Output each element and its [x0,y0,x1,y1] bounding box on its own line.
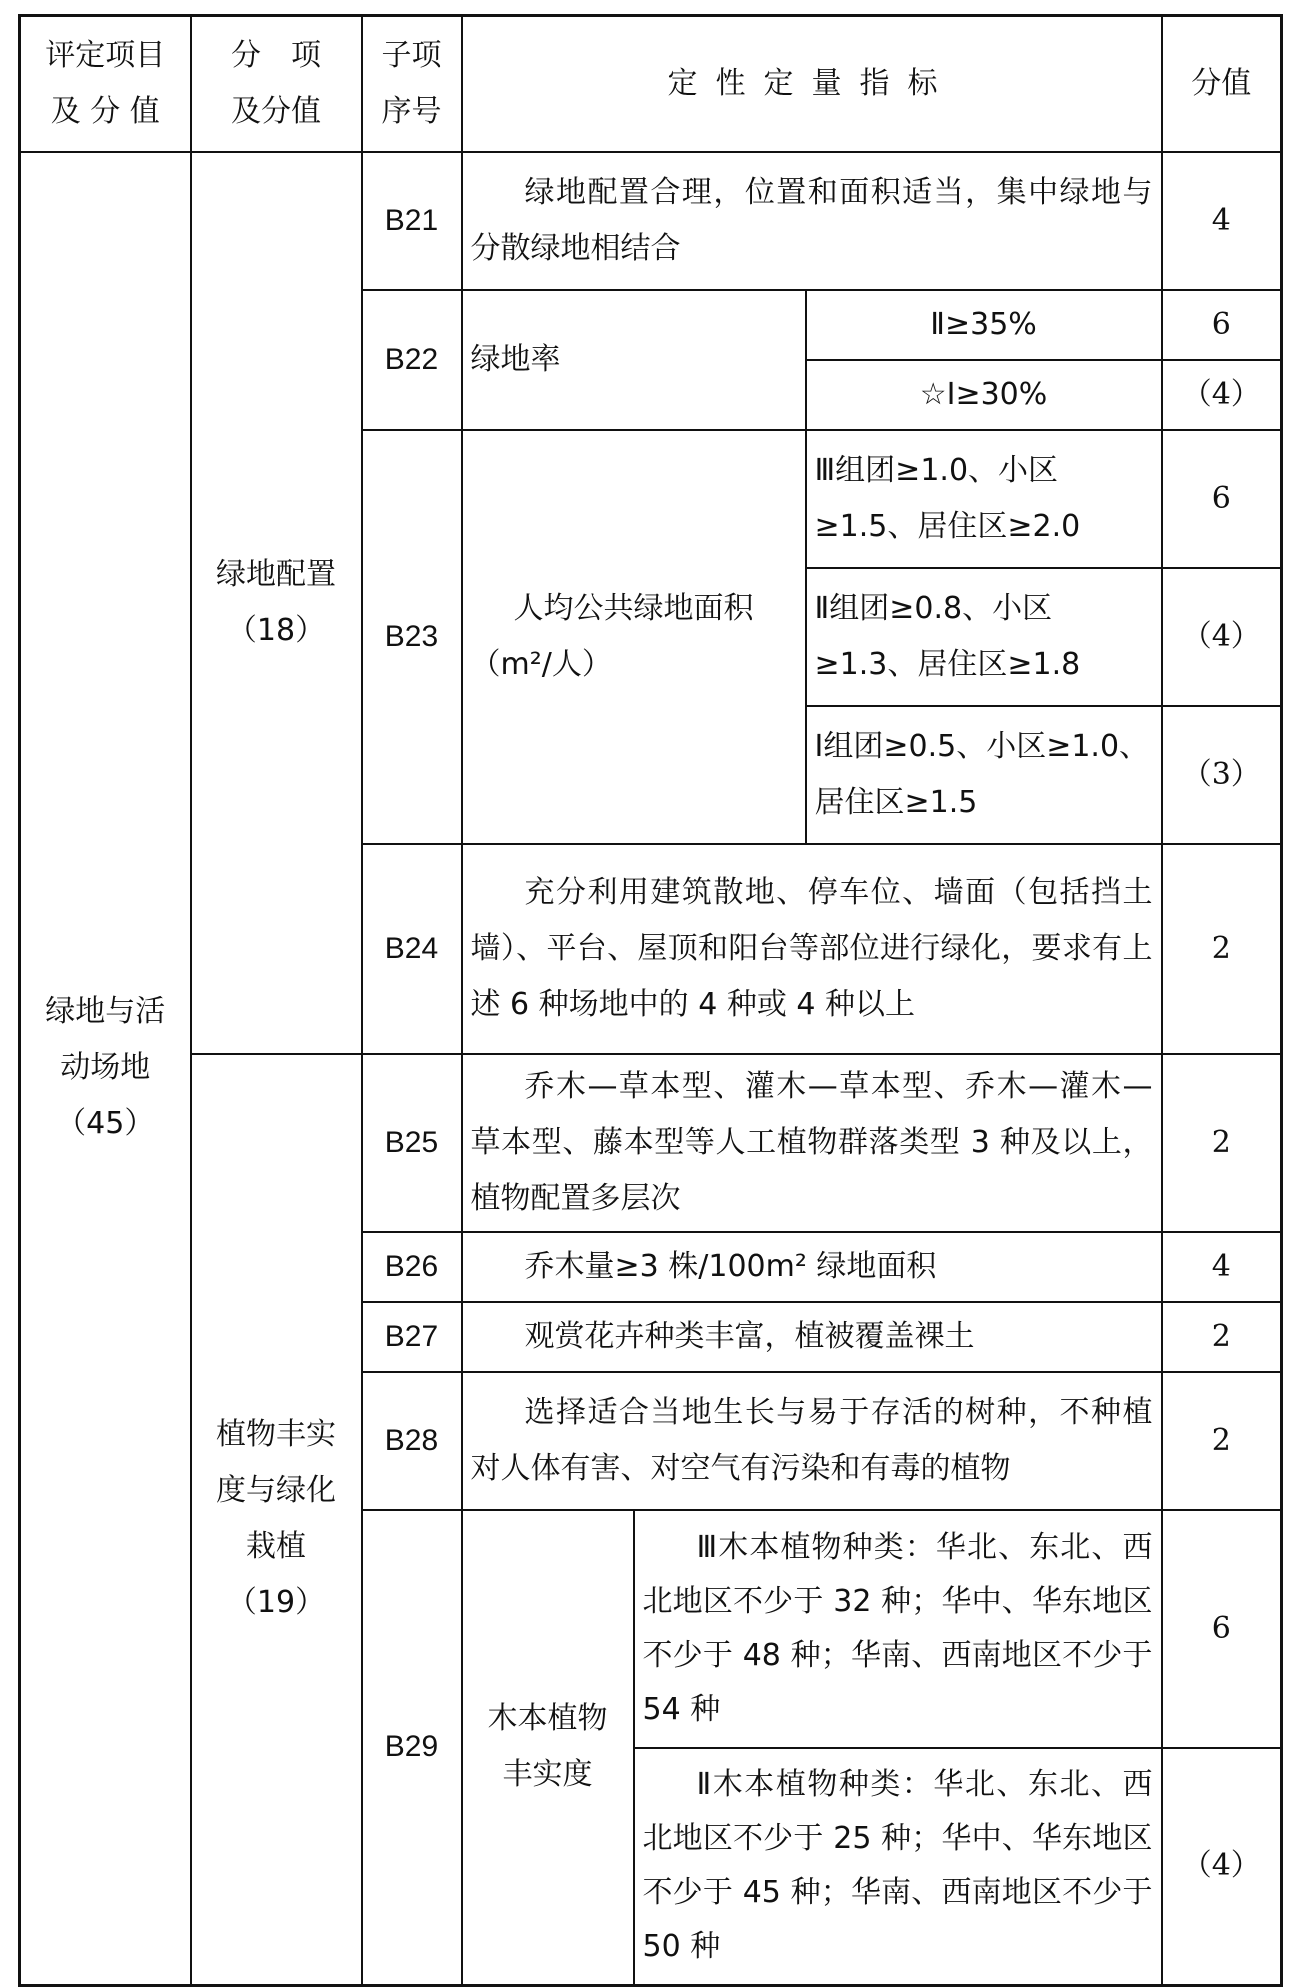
item-number: B22 [362,290,462,430]
header-subitem: 分 项 及分值 [191,16,362,152]
item-score: （3） [1162,706,1282,844]
level-text: Ⅱ组团≥0.8、小区≥1.3、居住区≥1.8 [806,568,1162,706]
item-score: （4） [1162,360,1282,430]
subitem-green-layout: 绿地配置 （18） [191,152,362,1054]
table-row [20,1054,1282,1232]
level-text: Ⅲ组团≥1.0、小区≥1.5、居住区≥2.0 [806,430,1162,568]
criteria-label: 木本植物 丰实度 [462,1510,634,1986]
item-number: B28 [362,1372,462,1510]
item-score: 2 [1162,1372,1282,1510]
criteria-text: 观赏花卉种类丰富，植被覆盖裸土 [462,1302,1162,1372]
evaluation-table [18,14,1283,1987]
item-score: 4 [1162,152,1282,290]
item-number: B29 [362,1510,462,1986]
item-number: B26 [362,1232,462,1302]
header-item-number: 子项 序号 [362,16,462,152]
criteria-text: 绿地配置合理，位置和面积适当，集中绿地与分散绿地相结合 [462,152,1162,290]
level-text: ☆Ⅰ≥30% [806,360,1162,430]
level-text: Ⅲ木本植物种类：华北、东北、西北地区不少于 32 种；华中、华东地区不少于 48 种；华南、西南地区不少于 54 种 [634,1510,1162,1748]
item-number: B23 [362,430,462,844]
item-score: 6 [1162,290,1282,360]
criteria-text: 充分利用建筑散地、停车位、墙面（包括挡土墙）、平台、屋顶和阳台等部位进行绿化，要求有上述 6 种场地中的 4 种或 4 种以上 [462,844,1162,1054]
criteria-label: 绿地率 [462,290,806,430]
criteria-text: 选择适合当地生长与易于存活的树种，不种植对人体有害、对空气有污染和有毒的植物 [462,1372,1162,1510]
item-number: B21 [362,152,462,290]
item-score: 6 [1162,430,1282,568]
level-text: Ⅱ木本植物种类：华北、东北、西北地区不少于 25 种；华中、华东地区不少于 45 种；华南、西南地区不少于 50 种 [634,1748,1162,1986]
item-number: B24 [362,844,462,1054]
header-criteria: 定性定量指标 [462,16,1162,152]
header-category: 评定项目 及 分 值 [20,16,191,152]
level-text: Ⅱ≥35% [806,290,1162,360]
header-score: 分值 [1162,16,1282,152]
item-score: 6 [1162,1510,1282,1748]
level-text: Ⅰ组团≥0.5、小区≥1.0、居住区≥1.5 [806,706,1162,844]
item-score: 4 [1162,1232,1282,1302]
criteria-text: 乔木量≥3 株/100m² 绿地面积 [462,1232,1162,1302]
item-score: 2 [1162,1302,1282,1372]
item-score: （4） [1162,568,1282,706]
subitem-plant-richness: 植物丰实 度与绿化 栽植 （19） [191,1054,362,1986]
item-number: B27 [362,1302,462,1372]
criteria-label: 人均公共绿地面积 （m²/人） [462,430,806,844]
item-score: （4） [1162,1748,1282,1986]
item-score: 2 [1162,844,1282,1054]
table-row [20,152,1282,290]
item-score: 2 [1162,1054,1282,1232]
header-row [20,16,1282,152]
category-cell: 绿地与活 动场地 （45） [20,152,191,1986]
criteria-text: 乔木—草本型、灌木—草本型、乔木—灌木—草本型、藤本型等人工植物群落类型 3 种及以上，植物配置多层次 [462,1054,1162,1232]
item-number: B25 [362,1054,462,1232]
